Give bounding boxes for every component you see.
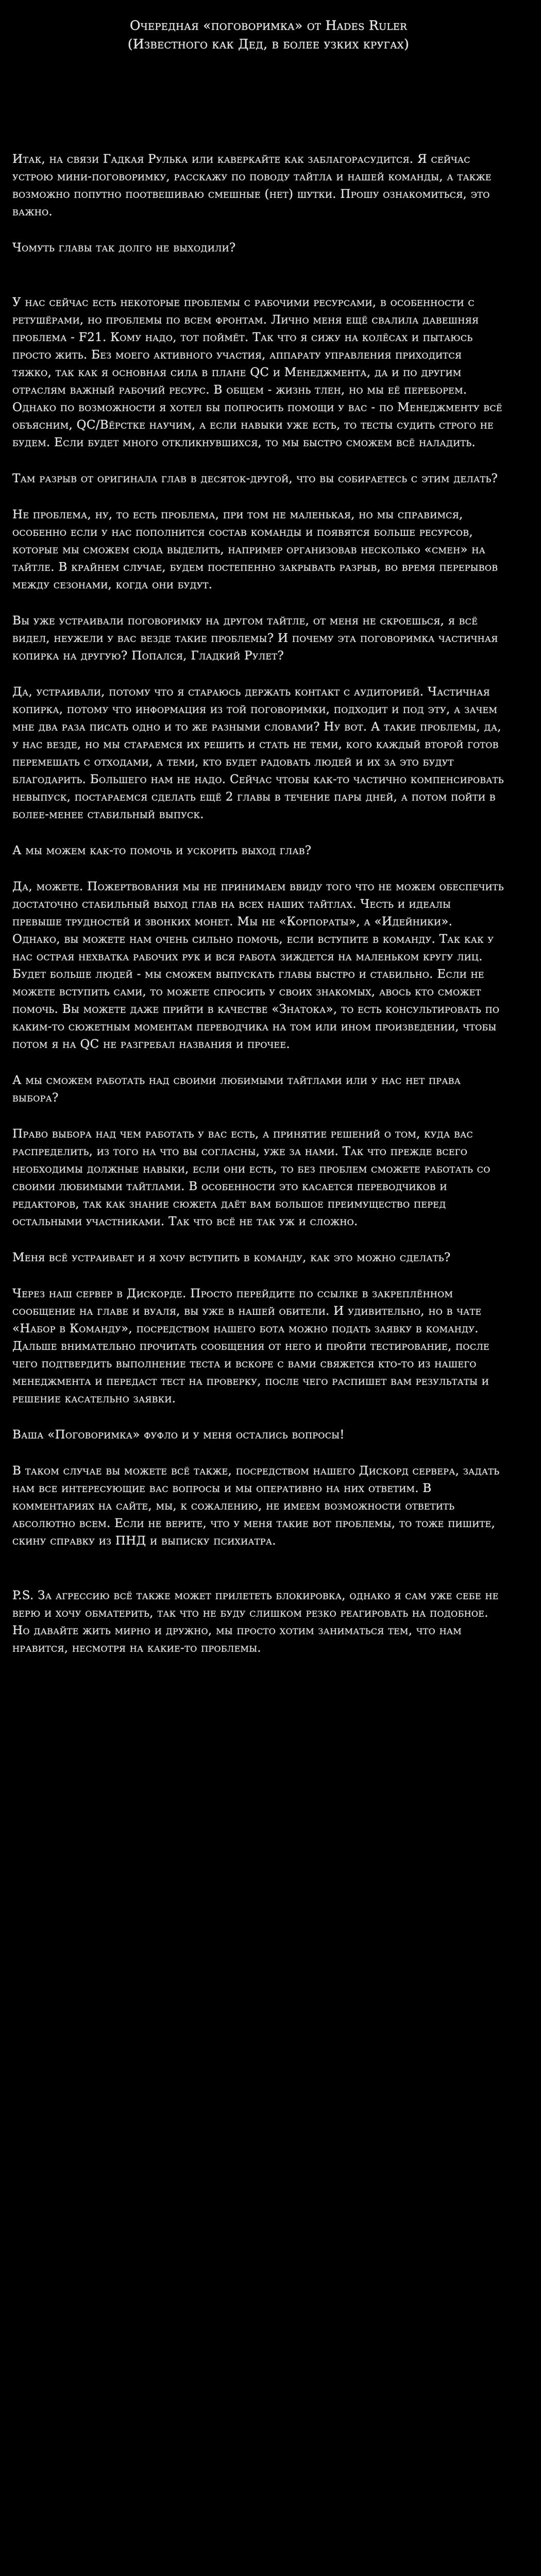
question-1: Чомуть главы так долго не выходили? xyxy=(12,241,236,255)
answer-7: В таком случае вы можете всё также, посредством нашего Дискорд сервера, задать нам все интересующие вас вопросы и мы оперативно на них ответим. В комментариях на сайте, мы, к сожалению, не имеем возможности ответить абсолютно всем. Если не верите, что у меня такие вот проблемы, то тоже пишите, скину справку из ПНД и выписку психиатра. xyxy=(12,1464,500,1548)
question-6: Меня всё устраивает и я хочу вступить в команду, как это можно сделать? xyxy=(12,1251,451,1264)
title-line-2: (Известного как Дед, в более узких кругах) xyxy=(127,37,410,52)
question-5: А мы сможем работать над своими любимыми тайтлами или у нас нет права выбора? xyxy=(12,1074,461,1105)
answer-3: Да, устраивали, потому что я стараюсь держать контакт с аудиторией. Частичная копирка, потому что информация из той поговоримки, подходит и под эту, а зачем мне два раза писать одно и то же разными словами? Ну вот. А такие проблемы, да, у нас везде, но мы стараемся их решить и стать не теми, кого каждый второй готов перемешать с отходами, а теми, кто будет радовать людей и их за это будут благодарить. Большего нам не надо. Сейчас чтобы как-то частично компенсировать невыпуск, постараемся сделать ещё 2 главы в течение пары дней, а потом пойти в более-менее стабильный выпуск. xyxy=(12,685,504,821)
question-4: А мы можем как-то помочь и ускорить выход глав? xyxy=(12,844,312,857)
page-title xyxy=(12,16,504,54)
postscript: P.S. За агрессию всё также может прилететь блокировка, однако я сам уже себе не верю и хочу обматерить, так что не буду слишком резко реагировать на подобное. Но давайте жить мирно и дружно, мы просто хотим заниматься тем, что нам нравится, несмотря на какие-то проблемы. xyxy=(12,1589,499,1655)
answer-1: У нас сейчас есть некоторые проблемы с рабочими ресурсами, в особенности с ретушёрами, но проблемы по всем фронтам. Лично меня ещё свалила давешняя проблема - F21. Кому надо, тот поймёт. Так что я сижу на колёсах и пытаюсь просто жить. Без моего активного участия, аппарату управления приходится тяжко, так как я основная сила в плане QC и Менеджмента, да и по другим отраслям важный рабочий ресурс. В общем - жизнь тлен, но мы её переборем. Однако по возможности я хотел бы попросить помощи у вас - по Менеджменту всё объясним, QC/Вёрстке научим, а если навыки уже есть, то тесты судить строго не будем. Если будет много откликнувшихся, то мы быстро сможем всё наладить. xyxy=(12,296,502,449)
question-3: Вы уже устраивали поговоримку на другом тайтле, от меня не скроешься, я всё видел, неужели у вас везде такие проблемы? И почему эта поговоримка частичная копирка на другую? Попался, Гладкий Рулет? xyxy=(12,614,498,663)
question-7: Ваша «Поговоримка» фуфло и у меня остались вопросы! xyxy=(12,1428,345,1442)
intro-paragraph: Итак, на связи Гадкая Рулька или каверкайте как заблагорасудится. Я сейчас устрою мини-поговоримку, расскажу по поводу тайтла и нашей команды, а также возможно попутно поотвешиваю смешные (нет) шутки. Прошу ознакомиться, это важно. xyxy=(12,152,492,218)
question-2: Там разрыв от оригинала глав в десяток-другой, что вы собираетесь с этим делать? xyxy=(12,472,498,485)
answer-6: Через наш сервер в Дискорде. Просто перейдите по ссылке в закреплённом сообщение на главе и вуаля, вы уже в нашей обители. И удивительно, но в чате «Набор в Команду», посредством нашего бота можно подать заявку в команду. Дальше внимательно прочитать сообщения от него и пройти тестирование, после чего подтвердить выполнение теста и вскоре с вами свяжется кто-то из нашего менеджмента и передаст тест на проверку, после чего распишет вам результаты и решение касательно заявки. xyxy=(12,1287,490,1405)
answer-4: Да, можете. Пожертвования мы не принимаем ввиду того что не можем обеспечить достаточно стабильный выход глав на всех наших тайтлах. Честь и идеалы превыше трудностей и звонких монет. Мы не «Корпораты», а «Идейники». Однако, вы можете нам очень сильно помочь, если вступите в команду. Так как у нас острая нехватка рабочих рук и вся работа зиждется на маленьком кругу лиц. Будет больше людей - мы сможем выпускать главы быстро и стабильно. Если не можете вступить сами, то можете спросить у своих знакомых, авось кто сможет помочь. Вы можете даже прийти в качестве «Знатока», то есть консультировать по каким-то сюжетным моментам переводчика на том или ином произведении, чтобы потом я на QC не разгребал названия и прочее. xyxy=(12,880,504,1051)
title-line-1: Очередная «поговоримка» от Hades Ruler xyxy=(129,18,408,33)
answer-5: Право выбора над чем работать у вас есть, а принятие решений о том, куда вас распределить, из того на что вы согласны, уже за нами. Так что прежде всего необходимы должные навыки, если они есть, то без проблем сможете работать со своими любимыми тайтлами. В особенности это касается переводчиков и редакторов, так как знание сюжета даёт вам большое преимущество перед остальными участниками. Так что всё не так уж и сложно. xyxy=(12,1127,491,1228)
answer-2: Не проблема, ну, то есть проблема, при том не маленькая, но мы справимся, особенно если у нас пополнится состав команды и появятся больше ресурсов, которые мы сможем сюда выделить, например организовав несколько «смен» на тайтле. В крайнем случае, будем постепенно закрывать разрыв, во время перерывов между сезонами, когда они будут. xyxy=(12,508,498,591)
